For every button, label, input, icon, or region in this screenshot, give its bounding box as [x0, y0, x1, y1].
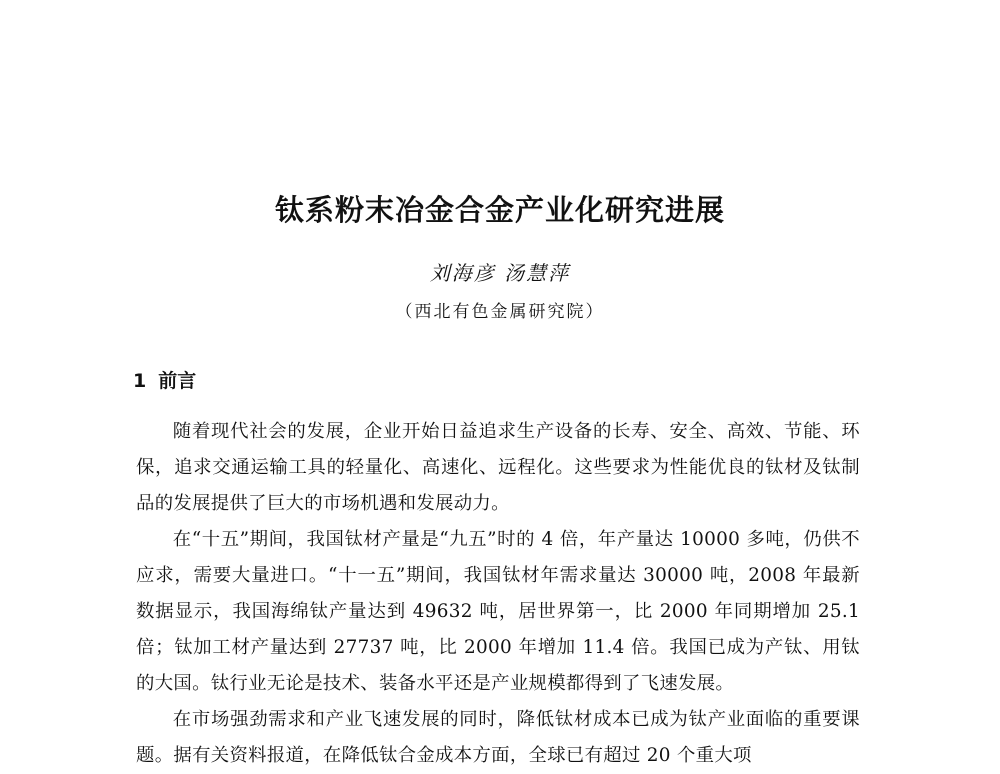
affiliation: （西北有色金属研究院） — [395, 302, 605, 322]
section-number: 1 — [133, 370, 147, 392]
body-text — [136, 414, 860, 774]
section-heading — [133, 366, 196, 396]
author-line: 刘海彦 汤慧萍 — [429, 261, 571, 285]
paragraph: 在市场强劲需求和产业飞速发展的同时，降低钛材成本已成为钛产业面临的重要课题。据有关资料报道，在降低钛合金成本方面，全球已有超过 20 个重大项 — [136, 709, 860, 766]
paper-title: 钛系粉末冶金合金产业化研究进展 — [274, 193, 725, 227]
paragraph: 在“十五”期间，我国钛材产量是“九五”时的 4 倍，年产量达 10000 多吨，仍供不应求，需要大量进口。“十一五”期间，我国钛材年需求量达 30000 吨，2008 年最新数据显示，我国海绵钛产量达到 49632 吨，居世界第一，比 2000 年同期增加 25.1 倍；钛加工材产量达到 27737 吨，比 2000 年增加 11.4 倍。我国已成为产钛、用钛的大国。钛行业无论是技术、装备水平还是产业规模都得到了飞速发展。 — [136, 529, 860, 694]
paragraph: 随着现代社会的发展，企业开始日益追求生产设备的长寿、安全、高效、节能、环保，追求交通运输工具的轻量化、高速化、远程化。这些要求为性能优良的钛材及钛制品的发展提供了巨大的市场机遇和发展动力。 — [136, 421, 860, 514]
section-title: 前言 — [158, 370, 197, 392]
